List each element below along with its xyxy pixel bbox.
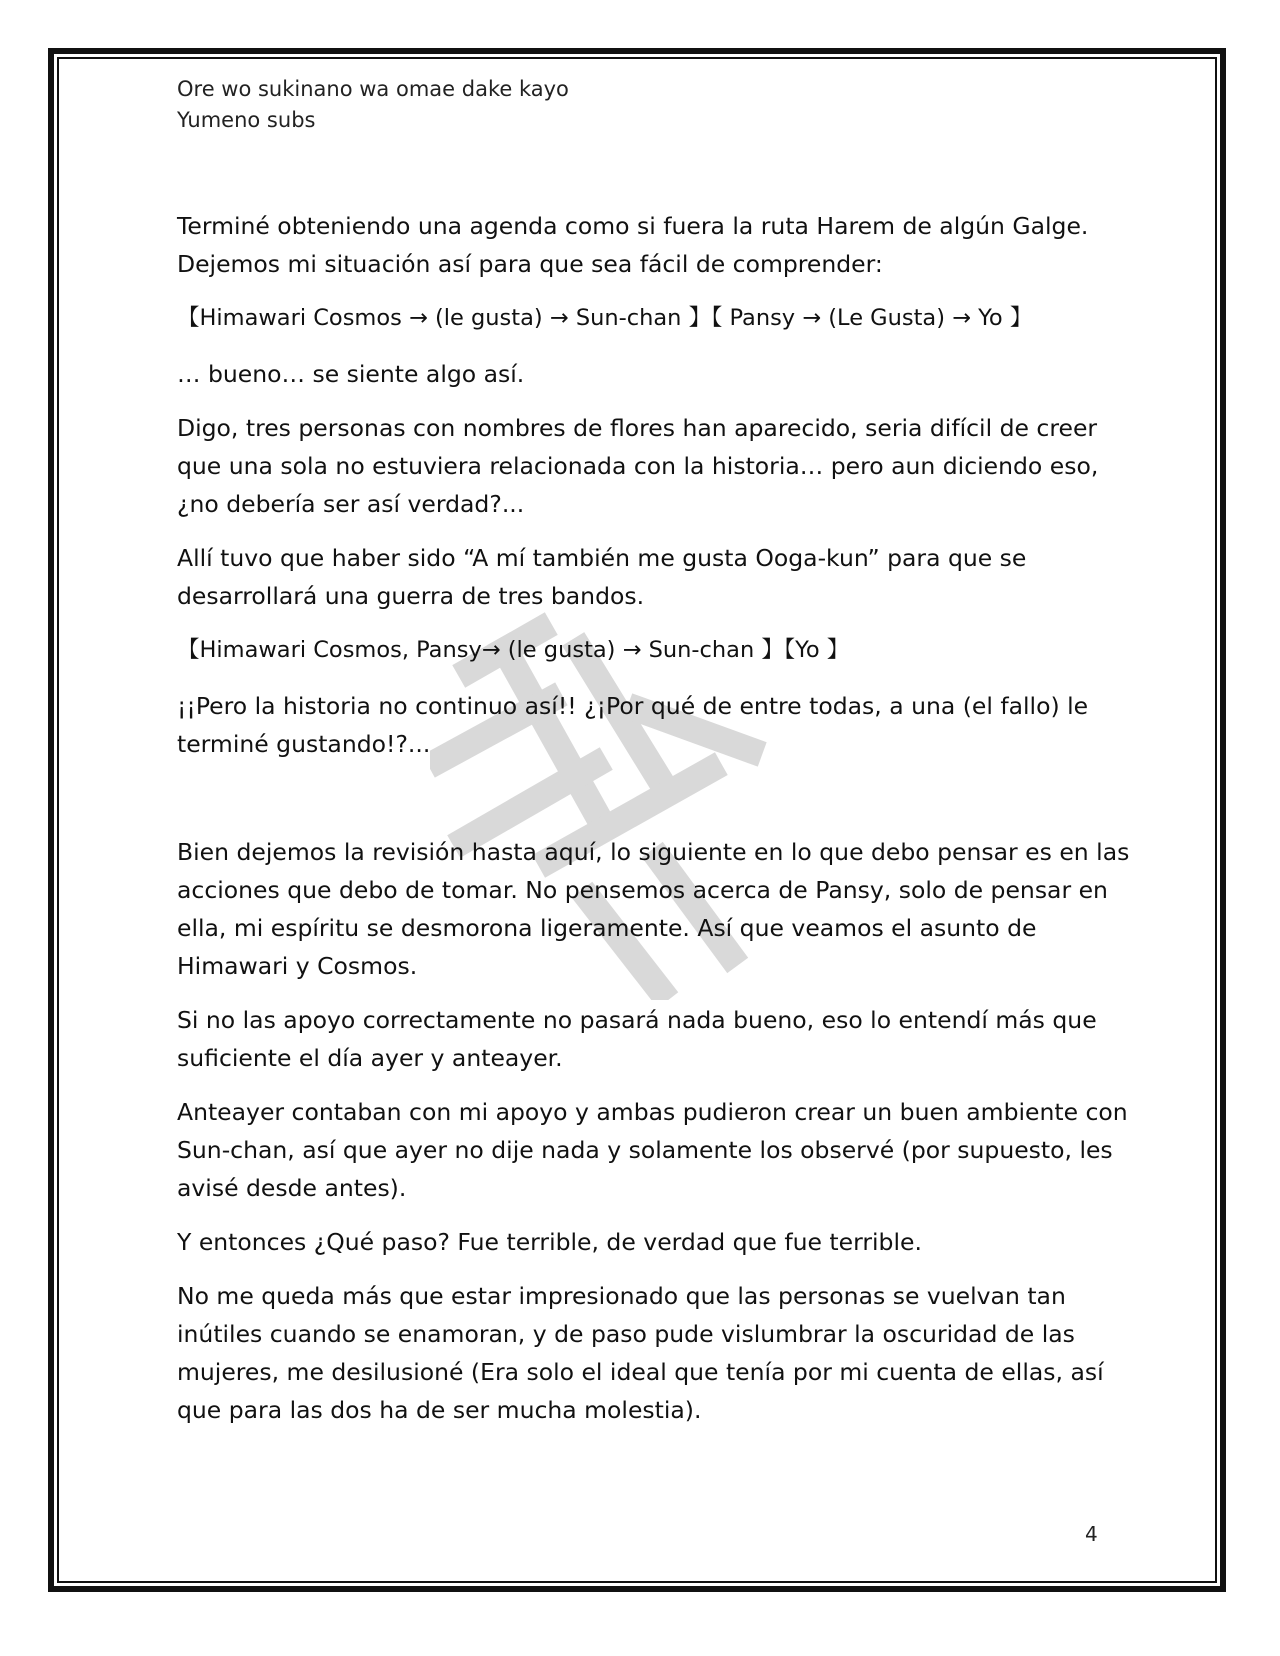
page-number: 4 bbox=[1085, 1522, 1098, 1546]
document-header bbox=[177, 74, 569, 136]
text-line: Si no las apoyo correctamente no pasará nada bueno, eso lo entendí más que bbox=[177, 1006, 1097, 1034]
translation-group: Yumeno subs bbox=[177, 108, 316, 132]
paragraph bbox=[177, 1093, 1128, 1207]
document-body bbox=[177, 207, 1130, 1445]
text-line: suficiente el día ayer y anteayer. bbox=[177, 1044, 563, 1072]
text-line: acciones que debo de tomar. No pensemos acerca de Pansy, solo de pensar en bbox=[177, 876, 1108, 904]
text-line: 【Himawari Cosmos → (le gusta) → Sun-chan 】【 Pansy → (Le Gusta) → Yo 】 bbox=[177, 305, 1033, 331]
text-line: 【Himawari Cosmos, Pansy→ (le gusta) → Sun-chan 】【Yo 】 bbox=[177, 637, 850, 663]
text-line: Anteayer contaban con mi apoyo y ambas pudieron crear un buen ambiente con bbox=[177, 1098, 1128, 1126]
paragraph bbox=[177, 1277, 1112, 1429]
text-line: ¿no debería ser así verdad?... bbox=[177, 490, 525, 518]
text-line: Y entonces ¿Qué paso? Fue terrible, de verdad que fue terrible. bbox=[177, 1228, 922, 1256]
text-line: … bueno… se siente algo así. bbox=[177, 360, 525, 388]
paragraph bbox=[177, 687, 1112, 763]
text-line: No me queda más que estar impresionado que las personas se vuelvan tan bbox=[177, 1282, 1066, 1310]
text-line: que una sola no estuviera relacionada con la historia… pero aun diciendo eso, bbox=[177, 452, 1099, 480]
relationship-diagram-line bbox=[177, 299, 1112, 337]
text-line: Digo, tres personas con nombres de flores han aparecido, seria difícil de creer bbox=[177, 414, 1098, 442]
paragraph bbox=[177, 833, 1130, 985]
text-line: avisé desde antes). bbox=[177, 1174, 407, 1202]
text-line: Terminé obteniendo una agenda como si fuera la ruta Harem de algún Galge. bbox=[177, 212, 1089, 240]
section-break bbox=[177, 779, 1112, 833]
paragraph bbox=[177, 1001, 1112, 1077]
paragraph bbox=[177, 207, 1112, 283]
text-line: ¡¡Pero la historia no continuo así!! ¿¡Por qué de entre todas, a una (el fallo) le bbox=[177, 692, 1089, 720]
paragraph bbox=[177, 539, 1112, 615]
text-line: ella, mi espíritu se desmorona ligeramente. Así que veamos el asunto de bbox=[177, 914, 1037, 942]
text-line: desarrollará una guerra de tres bandos. bbox=[177, 582, 645, 610]
relationship-diagram-line bbox=[177, 631, 1112, 669]
paragraph bbox=[177, 409, 1112, 523]
text-line: terminé gustando!?... bbox=[177, 730, 431, 758]
paragraph bbox=[177, 1223, 1112, 1261]
text-line: Himawari y Cosmos. bbox=[177, 952, 418, 980]
text-line: inútiles cuando se enamoran, y de paso pude vislumbrar la oscuridad de las bbox=[177, 1320, 1075, 1348]
text-line: Allí tuvo que haber sido “A mí también me gusta Ooga-kun” para que se bbox=[177, 544, 1027, 572]
text-line: Bien dejemos la revisión hasta aquí, lo siguiente en lo que debo pensar es en las bbox=[177, 838, 1130, 866]
text-line: que para las dos ha de ser mucha molestia). bbox=[177, 1396, 702, 1424]
text-line: Dejemos mi situación así para que sea fácil de comprender: bbox=[177, 250, 883, 278]
series-title: Ore wo sukinano wa omae dake kayo bbox=[177, 77, 569, 101]
paragraph bbox=[177, 355, 1112, 393]
text-line: mujeres, me desilusioné (Era solo el ideal que tenía por mi cuenta de ellas, así bbox=[177, 1358, 1104, 1386]
text-line: Sun-chan, así que ayer no dije nada y solamente los observé (por supuesto, les bbox=[177, 1136, 1113, 1164]
